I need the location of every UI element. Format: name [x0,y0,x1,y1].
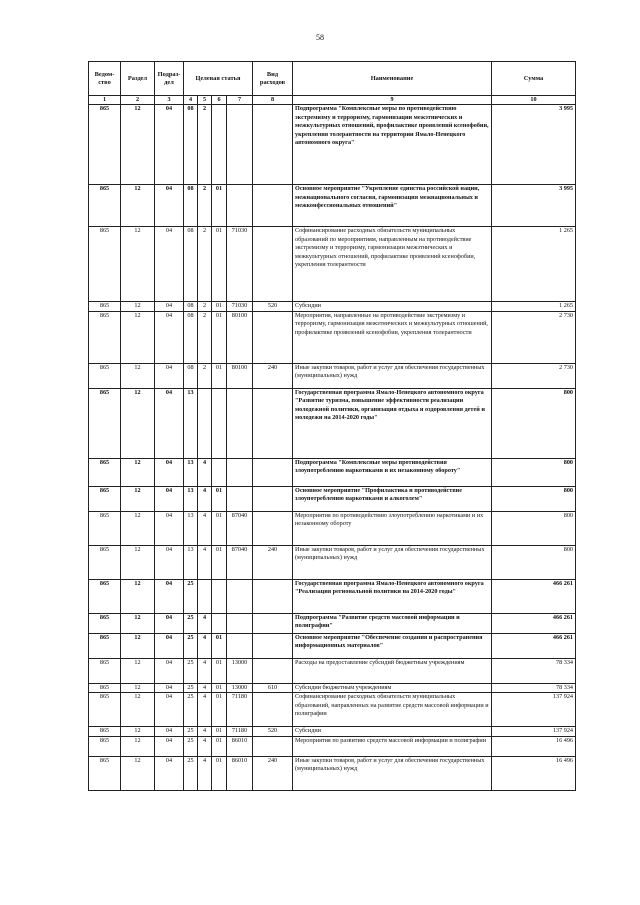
table-row [89,185,576,227]
item-name: Подпрограмма "Комплексные меры противодействия злоупотреблению наркотиками и их незаконному обороту" [293,458,492,486]
program-code: 25 [184,613,198,633]
subsection-code: 04 [155,727,184,736]
program-code: 25 [184,756,198,790]
exp-type-code [253,388,293,458]
subsection-code: 04 [155,227,184,302]
table-row [89,736,576,756]
event-code: 01 [212,311,227,363]
item-sum: 2 730 [492,311,576,363]
dept-code: 865 [89,227,121,302]
subprogram-code [198,388,212,458]
exp-type-code [253,311,293,363]
col-number: 6 [212,96,227,105]
dept-code: 865 [89,756,121,790]
event-code: 01 [212,545,227,579]
dept-code: 865 [89,363,121,388]
section-code: 12 [121,486,155,511]
item-sum: 1 265 [492,302,576,311]
program-code: 08 [184,105,198,185]
item-sum: 3 995 [492,185,576,227]
section-code: 12 [121,388,155,458]
exp-type-code: 520 [253,727,293,736]
subprogram-code: 4 [198,693,212,727]
subsection-code: 04 [155,311,184,363]
dept-code: 865 [89,458,121,486]
subsection-code: 04 [155,185,184,227]
exp-type-code [253,185,293,227]
direction-code: 80100 [227,363,253,388]
subsection-code: 04 [155,613,184,633]
subsection-code: 04 [155,363,184,388]
item-name: Расходы на предоставление субсидий бюджетным учреждениям [293,658,492,683]
table-row [89,693,576,727]
header-exp-type: Вид расходов [253,62,293,96]
col-number: 2 [121,96,155,105]
program-code: 08 [184,227,198,302]
event-code [212,105,227,185]
direction-code [227,486,253,511]
subprogram-code: 2 [198,105,212,185]
event-code: 01 [212,302,227,311]
exp-type-code [253,511,293,545]
table-row [89,727,576,736]
subprogram-code: 4 [198,633,212,658]
section-code: 12 [121,185,155,227]
subsection-code: 04 [155,458,184,486]
program-code: 13 [184,545,198,579]
subsection-code: 04 [155,579,184,613]
dept-code: 865 [89,185,121,227]
section-code: 12 [121,756,155,790]
item-name: Основное мероприятие "Профилактика и противодействие злоупотреблению наркотиками и алкоголем" [293,486,492,511]
subsection-code: 04 [155,105,184,185]
dept-code: 865 [89,613,121,633]
header-subsection: Подраз-дел [155,62,184,96]
exp-type-code [253,658,293,683]
item-name: Мероприятия, направленные на противодействие экстремизму и терроризму, гармонизация межэтнических и межкультурных отношений, профилактике проявлений ксенофобии, укрепления толерантности [293,311,492,363]
direction-code: 71030 [227,227,253,302]
section-code: 12 [121,579,155,613]
direction-code: 87040 [227,511,253,545]
section-code: 12 [121,727,155,736]
direction-code: 80100 [227,311,253,363]
item-sum: 800 [492,486,576,511]
subprogram-code: 2 [198,227,212,302]
program-code: 25 [184,727,198,736]
header-dept: Ведом-ство [89,62,121,96]
event-code: 01 [212,511,227,545]
subprogram-code: 4 [198,658,212,683]
dept-code: 865 [89,693,121,727]
item-sum: 137 924 [492,727,576,736]
exp-type-code [253,693,293,727]
item-sum: 1 265 [492,227,576,302]
event-code: 01 [212,363,227,388]
subsection-code: 04 [155,545,184,579]
section-code: 12 [121,736,155,756]
event-code: 01 [212,633,227,658]
direction-code: 86010 [227,756,253,790]
column-numbers-row [89,96,576,105]
col-number: 10 [492,96,576,105]
program-code: 25 [184,683,198,692]
event-code: 01 [212,736,227,756]
table-row [89,458,576,486]
exp-type-code: 610 [253,683,293,692]
event-code: 01 [212,727,227,736]
program-code: 08 [184,311,198,363]
direction-code: 13000 [227,683,253,692]
item-name: Государственная программа Ямало-Ненецкого автономного округа "Реализация региональной политики на 2014-2020 годы" [293,579,492,613]
subsection-code: 04 [155,388,184,458]
item-sum: 78 334 [492,658,576,683]
event-code: 01 [212,486,227,511]
dept-code: 865 [89,736,121,756]
program-code: 25 [184,736,198,756]
program-code: 13 [184,388,198,458]
item-name: Иные закупки товаров, работ и услуг для обеспечения государственных (муниципальных) нужд [293,756,492,790]
direction-code [227,388,253,458]
item-name: Основное мероприятие "Укрепление единства российской нации, межнационального согласия, гармонизация межнациональных и межконфессиональных отношений" [293,185,492,227]
table-row [89,105,576,185]
section-code: 12 [121,227,155,302]
subsection-code: 04 [155,658,184,683]
table-row [89,511,576,545]
dept-code: 865 [89,658,121,683]
item-sum: 466 261 [492,613,576,633]
section-code: 12 [121,458,155,486]
item-sum: 800 [492,511,576,545]
section-code: 12 [121,363,155,388]
program-code: 08 [184,185,198,227]
program-code: 25 [184,658,198,683]
exp-type-code [253,633,293,658]
subprogram-code: 4 [198,613,212,633]
direction-code: 13000 [227,658,253,683]
section-code: 12 [121,633,155,658]
program-code: 25 [184,579,198,613]
direction-code [227,458,253,486]
budget-table [88,61,576,791]
subprogram-code: 4 [198,736,212,756]
table-row [89,302,576,311]
item-sum: 137 924 [492,693,576,727]
direction-code: 71030 [227,302,253,311]
header-section: Раздел [121,62,155,96]
header-name: Наименование [293,62,492,96]
header-row [89,62,576,96]
table-row [89,311,576,363]
header-sum: Сумма [492,62,576,96]
item-name: Субсидии бюджетным учреждениям [293,683,492,692]
section-code: 12 [121,693,155,727]
event-code [212,458,227,486]
item-sum: 78 334 [492,683,576,692]
dept-code: 865 [89,105,121,185]
item-sum: 466 261 [492,579,576,613]
dept-code: 865 [89,388,121,458]
program-code: 13 [184,511,198,545]
col-number: 9 [293,96,492,105]
subsection-code: 04 [155,736,184,756]
program-code: 13 [184,458,198,486]
item-name: Субсидии [293,727,492,736]
table-row [89,613,576,633]
exp-type-code: 240 [253,545,293,579]
subprogram-code: 2 [198,311,212,363]
direction-code: 71180 [227,727,253,736]
event-code: 01 [212,683,227,692]
exp-type-code: 520 [253,302,293,311]
table-row [89,227,576,302]
direction-code [227,105,253,185]
table-row [89,363,576,388]
item-sum: 3 995 [492,105,576,185]
dept-code: 865 [89,633,121,658]
item-name: Подпрограмма "Развитие средств массовой информации и полиграфии" [293,613,492,633]
subsection-code: 04 [155,756,184,790]
event-code: 01 [212,658,227,683]
event-code: 01 [212,693,227,727]
event-code: 01 [212,185,227,227]
subsection-code: 04 [155,486,184,511]
item-sum: 2 730 [492,363,576,388]
exp-type-code [253,579,293,613]
exp-type-code [253,458,293,486]
exp-type-code [253,105,293,185]
item-name: Софинансирование расходных обязательств муниципальных образований, направленных на развитие средств массовой информации и полиграфии [293,693,492,727]
item-sum: 800 [492,545,576,579]
dept-code: 865 [89,545,121,579]
table-row [89,683,576,692]
table-row [89,545,576,579]
exp-type-code [253,736,293,756]
item-sum: 800 [492,458,576,486]
exp-type-code: 240 [253,756,293,790]
dept-code: 865 [89,511,121,545]
subprogram-code: 4 [198,683,212,692]
subprogram-code: 4 [198,458,212,486]
table-row [89,658,576,683]
exp-type-code [253,486,293,511]
section-code: 12 [121,613,155,633]
exp-type-code [253,613,293,633]
item-name: Субсидии [293,302,492,311]
program-code: 25 [184,693,198,727]
direction-code [227,613,253,633]
header-target: Целевая статья [184,62,253,96]
col-number: 8 [253,96,293,105]
subprogram-code [198,579,212,613]
col-number: 5 [198,96,212,105]
item-name: Иные закупки товаров, работ и услуг для обеспечения государственных (муниципальных) нужд [293,363,492,388]
direction-code: 87040 [227,545,253,579]
exp-type-code: 240 [253,363,293,388]
section-code: 12 [121,105,155,185]
subsection-code: 04 [155,693,184,727]
exp-type-code [253,227,293,302]
direction-code [227,185,253,227]
subsection-code: 04 [155,511,184,545]
item-name: Основное мероприятие "Обеспечение создания и распространения информационных материалов" [293,633,492,658]
event-code [212,579,227,613]
direction-code: 86010 [227,736,253,756]
table-row [89,579,576,613]
item-sum: 16 496 [492,756,576,790]
event-code [212,613,227,633]
item-name: Мероприятия по противодействию злоупотреблению наркотиками и их незаконному обороту [293,511,492,545]
col-number: 7 [227,96,253,105]
section-code: 12 [121,311,155,363]
page-number: 58 [316,33,324,42]
subsection-code: 04 [155,302,184,311]
dept-code: 865 [89,302,121,311]
col-number: 4 [184,96,198,105]
subsection-code: 04 [155,633,184,658]
item-name: Софинансирование расходных обязательств муниципальных образований по мероприятиям, направленным на противодействие экстремизму и терроризму, гармонизации межэтнических и межкультурных отношений, профилактике проявлений ксенофобии, укрепления толерантности [293,227,492,302]
subsection-code: 04 [155,683,184,692]
event-code: 01 [212,227,227,302]
section-code: 12 [121,545,155,579]
event-code: 01 [212,756,227,790]
table-row [89,756,576,790]
item-sum: 16 496 [492,736,576,756]
direction-code: 71180 [227,693,253,727]
subprogram-code: 4 [198,727,212,736]
subprogram-code: 4 [198,756,212,790]
subprogram-code: 4 [198,486,212,511]
item-sum: 800 [492,388,576,458]
col-number: 1 [89,96,121,105]
dept-code: 865 [89,486,121,511]
section-code: 12 [121,511,155,545]
table-row [89,388,576,458]
col-number: 3 [155,96,184,105]
section-code: 12 [121,683,155,692]
item-name: Иные закупки товаров, работ и услуг для обеспечения государственных (муниципальных) нужд [293,545,492,579]
subprogram-code: 2 [198,363,212,388]
dept-code: 865 [89,579,121,613]
section-code: 12 [121,658,155,683]
subprogram-code: 4 [198,545,212,579]
program-code: 13 [184,486,198,511]
dept-code: 865 [89,311,121,363]
event-code [212,388,227,458]
program-code: 25 [184,633,198,658]
table-row [89,486,576,511]
direction-code [227,633,253,658]
table-row [89,633,576,658]
item-name: Мероприятия по развитию средств массовой информации и полиграфии [293,736,492,756]
program-code: 08 [184,302,198,311]
section-code: 12 [121,302,155,311]
program-code: 08 [184,363,198,388]
dept-code: 865 [89,727,121,736]
item-sum: 466 261 [492,633,576,658]
item-name: Государственная программа Ямало-Ненецкого автономного округа "Развитие туризма, повышение эффективности реализации молодежной политики, организация отдыха и оздоровления детей и молодежи на 2014-2020 годы" [293,388,492,458]
subprogram-code: 2 [198,302,212,311]
direction-code [227,579,253,613]
subprogram-code: 2 [198,185,212,227]
subprogram-code: 4 [198,511,212,545]
dept-code: 865 [89,683,121,692]
item-name: Подпрограмма "Комплексные меры по противодействию экстремизму и терроризму, гармонизации межэтнических и межкультурных отношений, профилактике проявлений ксенофобии, укрепления толерантности на территории Ямало-Ненецкого автономного округа" [293,105,492,185]
